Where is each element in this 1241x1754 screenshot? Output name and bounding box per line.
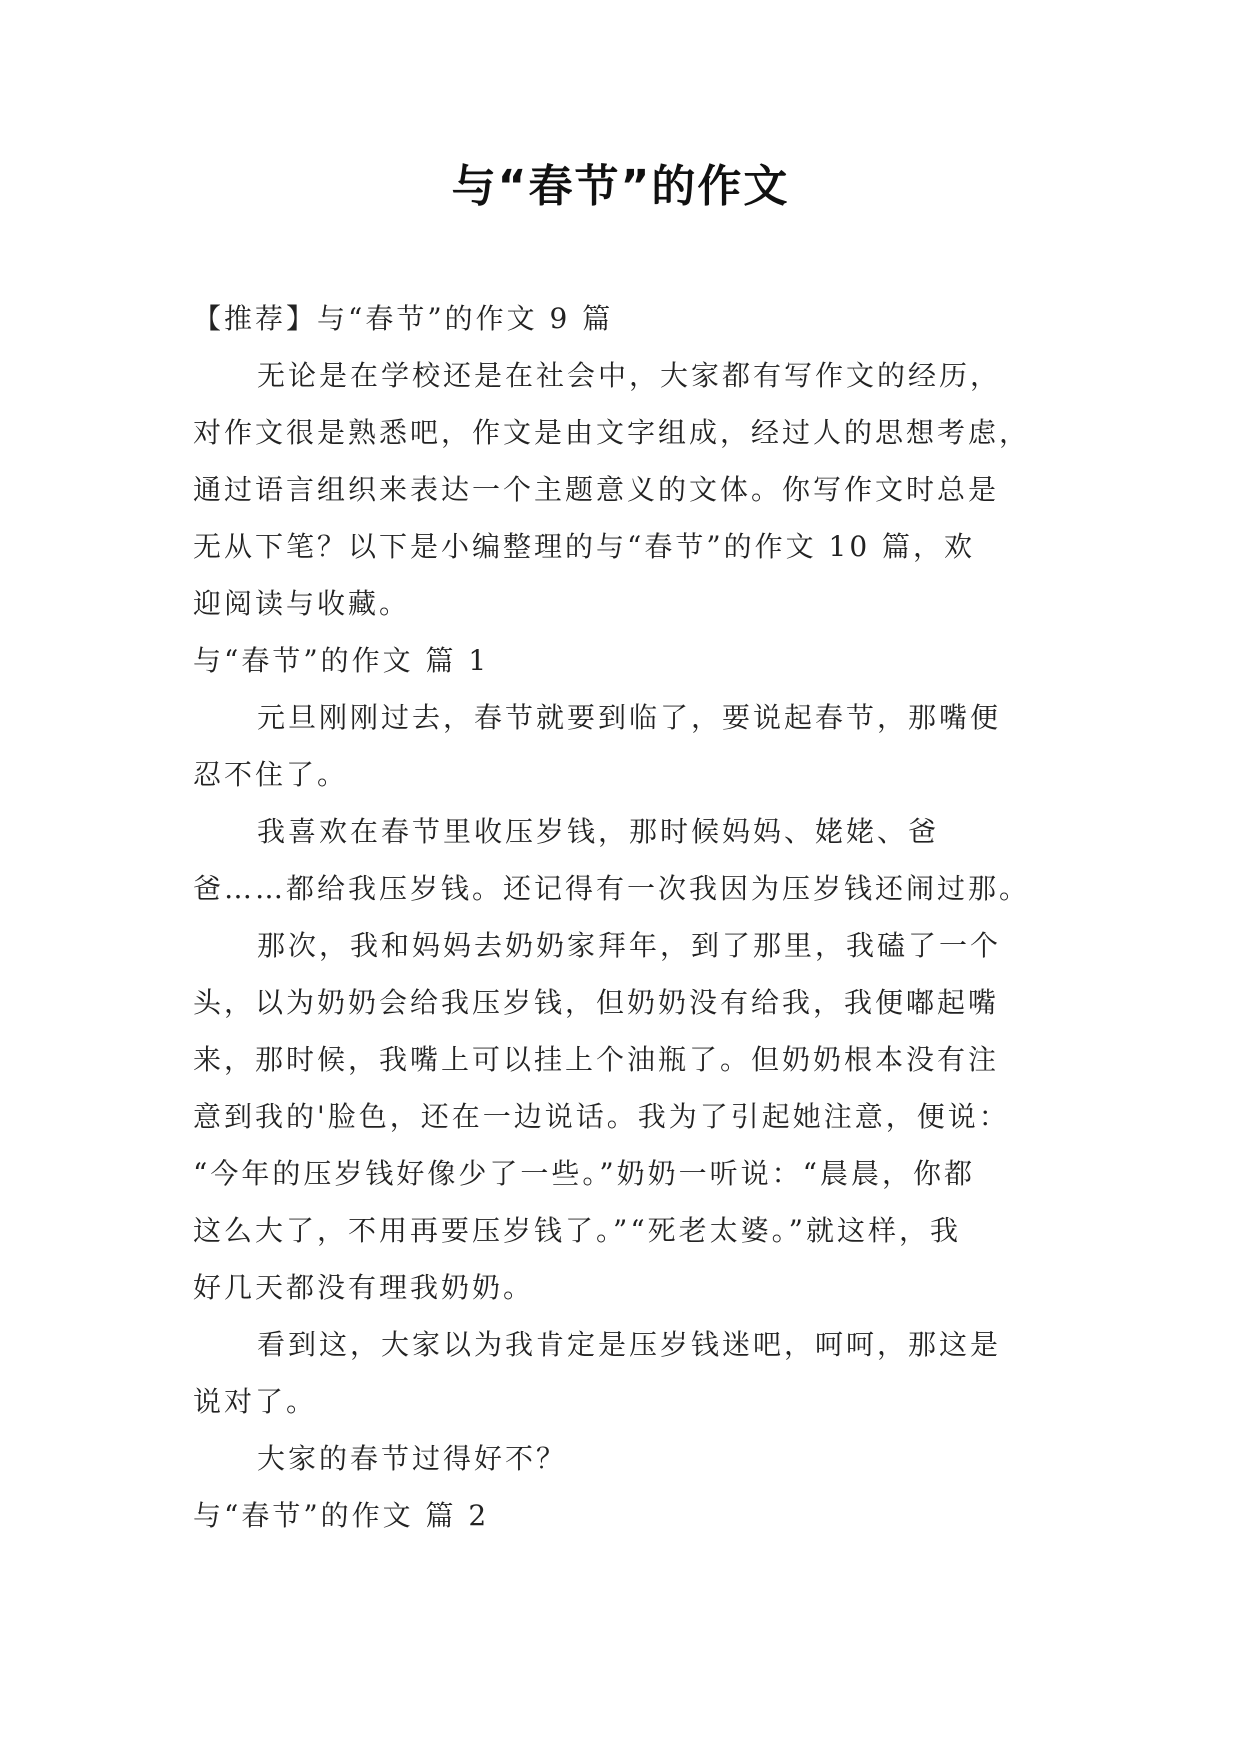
paragraph-line: 好几天都没有理我奶奶。 (193, 1271, 535, 1304)
paragraph-line: 我喜欢在春节里收压岁钱，那时候妈妈、姥姥、爸 (257, 815, 940, 848)
paragraph-line: 头，以为奶奶会给我压岁钱，但奶奶没有给我，我便嘟起嘴 (193, 986, 1000, 1019)
paragraph-line: 元旦刚刚过去，春节就要到临了，要说起春节，那嘴便 (257, 701, 1002, 734)
paragraph-line: 忍不住了。 (193, 758, 349, 791)
section-heading: 与“春节”的作文 篇 1 (193, 644, 490, 677)
paragraph-line: 来，那时候，我嘴上可以挂上个油瓶了。但奶奶根本没有注 (193, 1043, 1000, 1076)
document-body (193, 290, 1055, 1544)
paragraph-line: 这么大了，不用再要压岁钱了。”“死老太婆。”就这样，我 (193, 1214, 961, 1247)
paragraph-line: 迎阅读与收藏。 (193, 587, 411, 620)
paragraph-line: 意到我的'脸色，还在一边说话。我为了引起她注意，便说： (193, 1100, 1010, 1133)
paragraph-line: 无论是在学校还是在社会中，大家都有写作文的经历， (257, 359, 1002, 392)
paragraph-line: 说对了。 (193, 1385, 318, 1418)
paragraph-line: 对作文很是熟悉吧，作文是由文字组成，经过人的思想考虑， (193, 416, 1031, 449)
paragraph-line: 大家的春节过得好不？ (257, 1442, 568, 1475)
paragraph-line: 无从下笔？以下是小编整理的与“春节”的作文 10 篇，欢 (193, 530, 976, 563)
paragraph-line: “今年的压岁钱好像少了一些。”奶奶一听说：“晨晨，你都 (193, 1157, 975, 1190)
paragraph-line: 那次，我和妈妈去奶奶家拜年，到了那里，我磕了一个 (257, 929, 1002, 962)
paragraph-line: 通过语言组织来表达一个主题意义的文体。你写作文时总是 (193, 473, 1000, 506)
section-heading: 与“春节”的作文 篇 2 (193, 1499, 490, 1532)
document-title: 与“春节”的作文 (451, 161, 790, 212)
paragraph-line: 爸……都给我压岁钱。还记得有一次我因为压岁钱还闹过那。 (193, 872, 1031, 905)
heading-line: 【推荐】与“春节”的作文 9 篇 (193, 302, 614, 335)
paragraph-line: 看到这，大家以为我肯定是压岁钱迷吧，呵呵，那这是 (257, 1328, 1002, 1361)
